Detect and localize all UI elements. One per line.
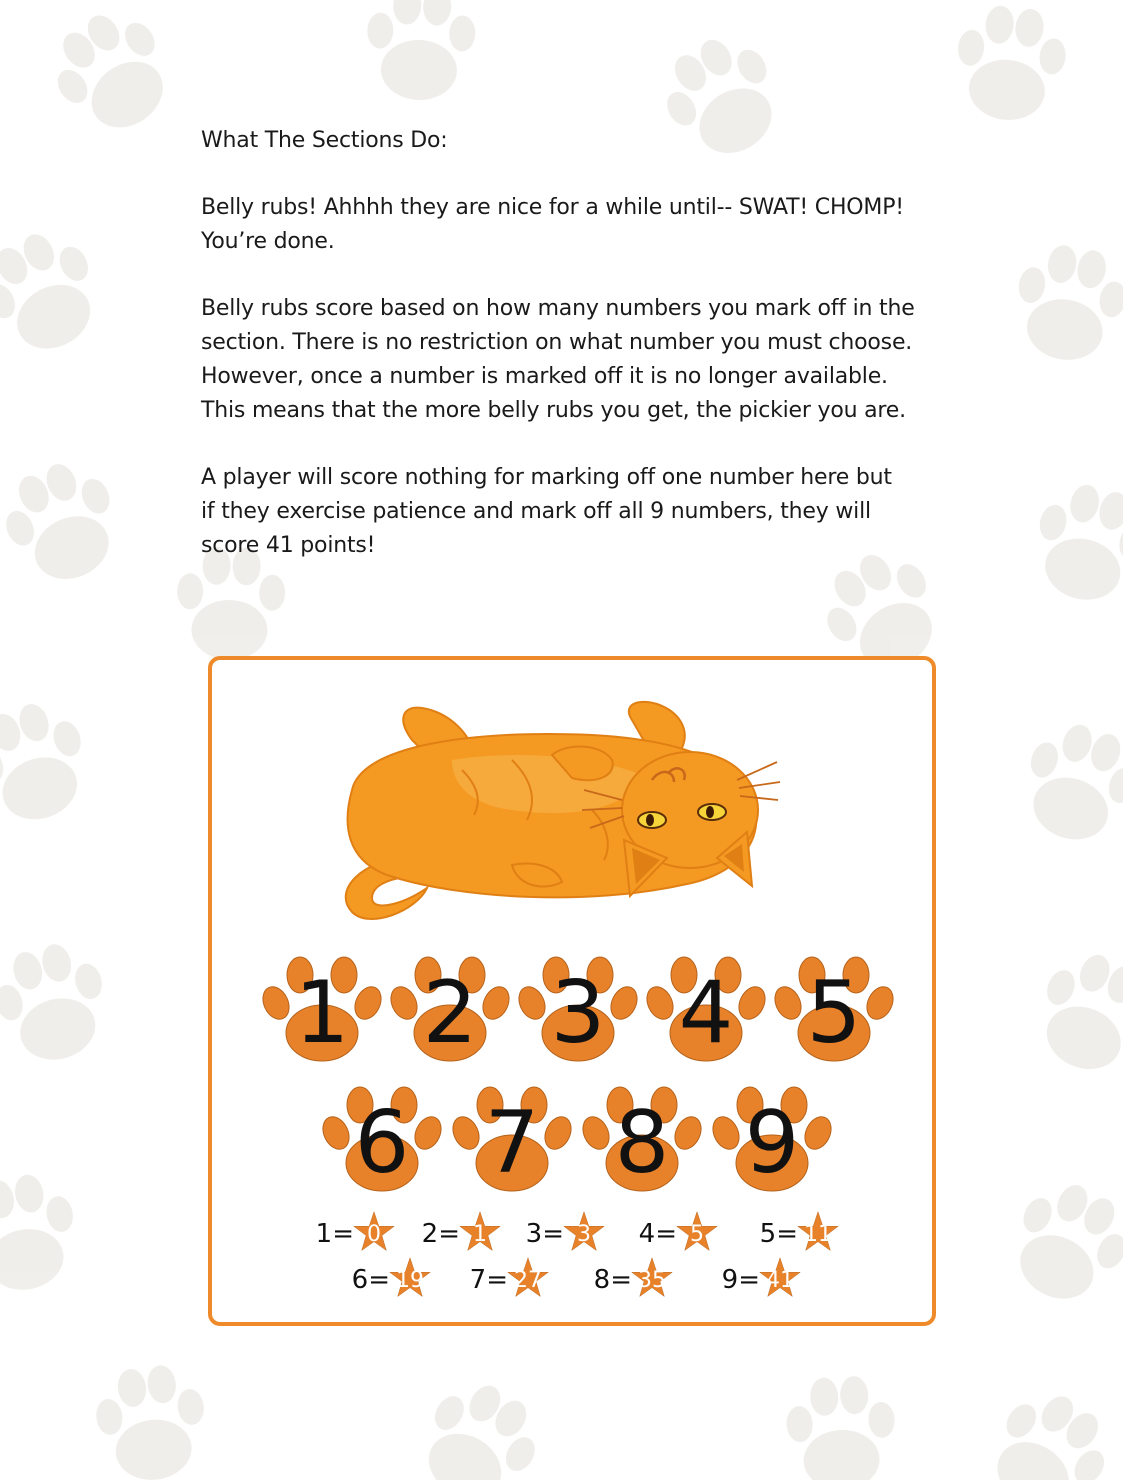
score-count: 6=	[351, 1265, 390, 1295]
paw-number-2[interactable]	[386, 957, 514, 1063]
score-points: 1	[473, 1222, 487, 1247]
score-entry	[316, 1212, 395, 1251]
paw-number-label: 2	[422, 963, 478, 1063]
score-points: 3	[577, 1222, 591, 1247]
score-points: 5	[690, 1222, 704, 1247]
score-count: 1=	[315, 1219, 354, 1249]
section-heading: What The Sections Do:	[201, 128, 448, 153]
score-entry	[422, 1212, 501, 1251]
score-count: 4=	[638, 1219, 677, 1249]
paw-numbers-row-1	[258, 957, 898, 1063]
score-count: 9=	[721, 1265, 760, 1295]
paw-number-6[interactable]	[318, 1087, 446, 1193]
score-points: 0	[367, 1222, 381, 1247]
paw-number-3[interactable]	[514, 957, 642, 1063]
score-entry	[594, 1258, 673, 1297]
score-points: 11	[804, 1222, 832, 1247]
paw-number-4[interactable]	[642, 957, 770, 1063]
score-points: 27	[514, 1268, 542, 1293]
score-points: 19	[396, 1268, 424, 1293]
score-entry	[639, 1212, 718, 1251]
card-artwork	[212, 660, 932, 1322]
score-entry	[760, 1212, 839, 1251]
paw-number-5[interactable]	[770, 957, 898, 1063]
score-entry	[526, 1212, 605, 1251]
score-table-row-2	[352, 1258, 801, 1297]
paw-number-8[interactable]	[578, 1087, 706, 1193]
score-entry	[470, 1258, 549, 1297]
score-table-row-1	[316, 1212, 839, 1251]
paw-number-label: 4	[678, 963, 734, 1063]
belly-rubs-scoring: Belly rubs score based on how many numbers you mark off in the section. There is no restriction on what number you must choose. However, once a number is marked off it is no longer available. This means that the more belly rubs you get, the pickier you are.	[201, 296, 915, 423]
score-points: 41	[766, 1268, 794, 1293]
belly-rubs-intro: Belly rubs! Ahhhh they are nice for a while until-- SWAT! CHOMP! You’re done.	[201, 195, 904, 254]
score-points: 35	[638, 1268, 666, 1293]
cat-illustration	[346, 702, 780, 919]
paw-number-label: 7	[484, 1093, 540, 1193]
belly-rubs-card	[208, 656, 936, 1326]
paw-numbers-row-2	[318, 1087, 836, 1193]
paw-number-label: 6	[354, 1093, 410, 1193]
belly-rubs-example: A player will score nothing for marking off one number here but if they exercise patience and mark off all 9 numbers, they will score 41 points!	[201, 465, 892, 558]
score-entry	[352, 1258, 431, 1297]
score-count: 8=	[593, 1265, 632, 1295]
paw-number-7[interactable]	[448, 1087, 576, 1193]
paw-number-label: 3	[550, 963, 606, 1063]
rules-text	[201, 124, 1001, 596]
score-count: 2=	[421, 1219, 460, 1249]
paw-number-label: 5	[806, 963, 862, 1063]
score-count: 7=	[469, 1265, 508, 1295]
paw-number-label: 8	[614, 1093, 670, 1193]
score-count: 5=	[759, 1219, 798, 1249]
paw-number-label: 9	[744, 1093, 800, 1193]
score-entry	[722, 1258, 801, 1297]
score-count: 3=	[525, 1219, 564, 1249]
paw-number-label: 1	[294, 963, 350, 1063]
paw-number-9[interactable]	[708, 1087, 836, 1193]
paw-number-1[interactable]	[258, 957, 386, 1063]
